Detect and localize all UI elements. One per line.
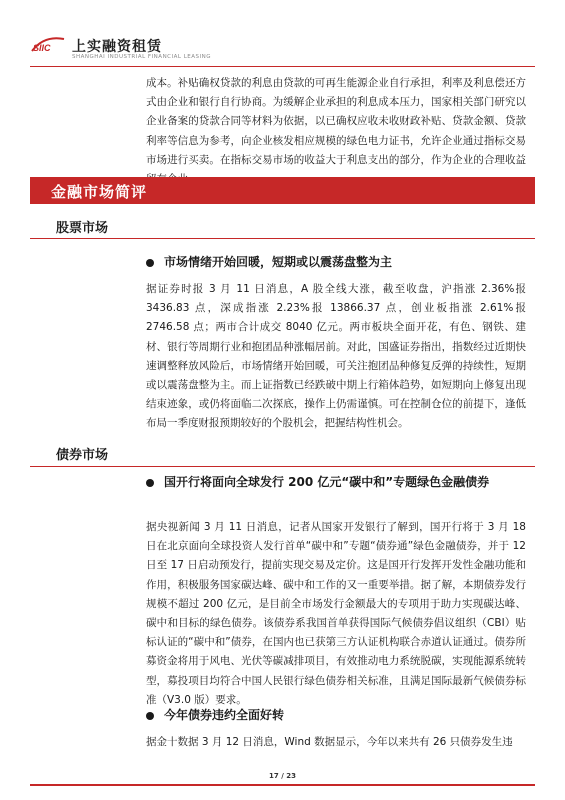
bullet-icon xyxy=(146,259,154,267)
bullet-icon xyxy=(146,712,154,720)
bullet-icon xyxy=(146,479,154,487)
stock-body: 据证券时报 3 月 11 日消息，A 股全线大涨，截至收盘，沪指涨 2.36%报 3436.83 点，深成指涨 2.23%报 13866.37 点，创业板指涨 2.61%报 2746.58 点；两市合计成交 8040 亿元。两市板块全面开花，有色、钢铁、建材、银行等周期行业和抱团品种涨幅居前。对此，国盛证券指出，指数经过近期快速调整释放风险后，市场情绪开始回暖，可关注抱团品种修复反弹的持续性，短期或以震荡盘整为主。而上证指数已经跌破中期上行箱体趋势，如短期向上修复出现结束迹象，或仍将面临二次探底，操作上仍需谨慎。可在控制仓位的前提下，逢低布局一季度财报预期较好的个股机会，把握结构性机会。 xyxy=(146,283,526,430)
bond-body-1: 据央视新闻 3 月 11 日消息，记者从国家开发银行了解到，国开行将于 3 月 18 日在北京面向全球投资人发行首单“碳中和”专题“债券通”绿色金融债券，并于 12 日至 17 日启动预发行，提前实现交易及定价。这是国开行发挥开发性金融功能和作用，积极服务国家碳达峰、碳中和工作的又一重要举措。据了解，本期债券发行规模不超过 200 亿元，是目前全市场发行金额最大的专项用于助力实现碳达峰、碳中和目标的绿色债券。该债券系我国首单获得国际气候债券倡议组织（CBI）贴标认证的“碳中和”债券，在国内也已获第三方认证机构联合赤道认证通过。债券所募资金将用于风电、光伏等碳减排项目，有效推动电力系统脱碳，实现能源系统转型，募投项目均符合中国人民银行绿色债券相关标准，且满足国际最新气候债券标准（V3.0 版）要求。 xyxy=(146,521,526,706)
company-logo-icon xyxy=(30,34,66,54)
logo-text: SIIC xyxy=(33,43,51,53)
brand-name-english: SHANGHAI INDUSTRIAL FINANCIAL LEASING xyxy=(72,54,212,60)
intro-paragraph: 成本。补贴确权贷款的利息由贷款的可再生能源企业自行承担，利率及利息偿还方式由企业和银行自行协商。为缓解企业承担的利息成本压力，国家相关部门研究以企业备案的贷款合同等材料为依据，以已确权应收未收财政补贴、贷款金额、贷款利率等信息为参考，向企业核发相应规模的绿色电力证书，允许企业通过指标交易市场进行买卖。在指标交易市场的收益大于利息支出的部分，作为企业的合理收益 xyxy=(146,77,526,166)
bond-bullet-title-2: 今年债券违约全面好转 xyxy=(164,708,285,722)
page-number: 17 / 23 xyxy=(269,772,296,780)
bond-heading-divider xyxy=(30,466,535,467)
brand-name: 上实融资租赁 xyxy=(72,39,162,55)
bond-bullet-title-1: 国开行将面向全球发行 200 亿元“碳中和”专题绿色金融债券 xyxy=(164,475,490,489)
header-divider xyxy=(30,66,535,67)
stock-heading-divider xyxy=(30,238,535,239)
section-title: 金融市场简评 xyxy=(51,183,148,201)
bond-body-2: 据金十数据 3 月 12 日消息，Wind 数据显示，今年以来共有 26 只债券发生违 xyxy=(146,736,513,748)
section-banner xyxy=(30,177,535,204)
footer-divider xyxy=(30,784,535,786)
stock-bullet-title: 市场情绪开始回暖，短期或以震荡盘整为主 xyxy=(164,255,393,269)
stock-market-heading: 股票市场 xyxy=(56,221,109,236)
page-header xyxy=(0,0,565,70)
bond-market-heading: 债券市场 xyxy=(56,448,109,463)
